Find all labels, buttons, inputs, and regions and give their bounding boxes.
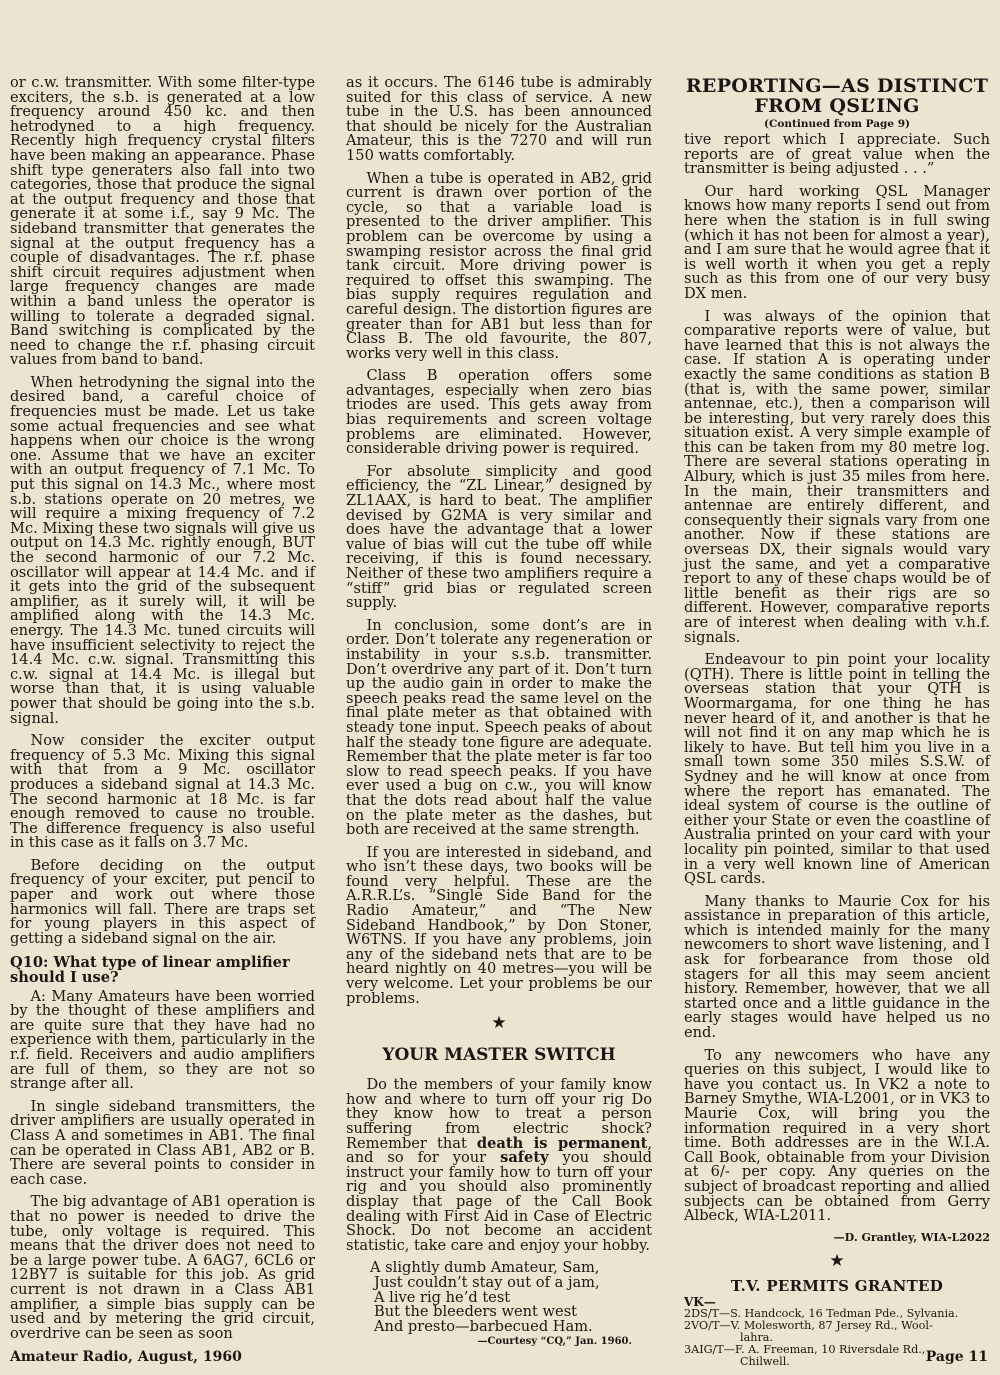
limerick — [370, 1261, 652, 1334]
author-signature: —D. Grantley, WIA-L2022 — [833, 1230, 990, 1244]
paragraph: Our hard working QSL Manager knows how many reports I send out from here when the station is in full swing (which it has not been for almost a year), and I am sure that he would agree that it is well worth it when you get a reply such as this from one of our very busy DX men. — [684, 182, 990, 302]
poem-line: But the bleeders went west — [374, 1303, 578, 1321]
paragraph: For absolute simplicity and good efficiency, the “ZL Linear,” designed by ZL1AAX, is hard to beat. The amplifier devised by G2MA is very similar and does have the advantage that a lower value of bias will cut the tube off while receiving, if this is found necessary. Neither of these two amplifiers require a “stiff” grid bias or regulated screen supply. — [346, 462, 652, 612]
paragraph: Class B operation offers some advantages, especially when zero bias triodes are used. This gets away from bias requirements and screen voltage problems are eliminated. However, considerable driving power is required. — [346, 367, 652, 458]
poem-line: A live rig he’d test — [374, 1288, 511, 1306]
paragraph: If you are interested in sideband, and who isn’t these days, two books will be found very helpful. These are the A.R.R.L’s. “Single Side Band for the Radio Amateur,” and “The New Sideband Handbook,” by Don Stoner, W6TNS. If you have any problems, join any of the sideband nets that are to be heard nightly on 40 metres—you will be very welcome. Let your problems be our problems. — [346, 843, 652, 1007]
paragraph: When hetrodyning the signal into the desired band, a careful choice of frequencies must be made. Let us take some actual frequencies and see what happens when our choice is the wrong one. Assume that we have an exciter with an output frequency of 7.1 Mc. To put this signal on 14.3 Mc., where most s.b. stations operate on 20 metres, we will require a mixing frequency of 7.2 Mc. Mixing these two signals will give us output on 14.3 Mc. rightly enough, BUT the second harmonic of our 7.2 Mc. oscillator will appear at 14.4 Mc. and if it gets into the grid of the subsequent amplifier, as it surely will, it will be amplified along with the 14.3 Mc. energy. The 14.3 Mc. tuned circuits will have insufficient selectivity to reject the 14.4 Mc. c.w. signal. Transmitting this c.w. signal at 14.4 Mc. is illegal but worse than that, it is using valuable power that should be going into the s.b. signal. — [10, 373, 315, 727]
permits-title: T.V. PERMITS GRANTED — [730, 1276, 944, 1295]
question-heading: Q10: What type of linear amplifier should I use? — [10, 954, 290, 987]
paragraph: In single sideband transmitters, the driver amplifiers are usually operated in Class A and sometimes in AB1. The final can be operated in Class AB1, AB2 or B. There are several points to consider in each case. — [10, 1097, 315, 1188]
article-title-line1: REPORTING—AS DISTINCT — [685, 75, 989, 97]
column-1 — [10, 76, 315, 1349]
paragraph: The big advantage of AB1 operation is that no power is needed to drive the tube, only voltage is required. This means that the driver does not need to be a large power tube. A 6AG7, 6CL6 or 12BY7 is suitable for this job. As grid current is not drawn in a Class AB1 amplifier, a simple bias supply can be used and by metering the grid circuit, overdrive can be seen as soon — [10, 1193, 315, 1342]
permits-prefix: VK— — [684, 1294, 716, 1309]
paragraph: tive report which I appreciate. Such reports are of great value when the transmitter is being adjusted . . .” — [684, 131, 990, 178]
paragraph: Endeavour to pin point your locality (QTH). There is little point in telling the overseas station that your QTH is Woormargama, for one thing he has never heard of it, and another is that he will not find it on any map which he is likely to have. But tell him you live in a small town some 350 miles S.S.W. of Sydney and he will know at once from where the report has emanated. The ideal system of course is the outline of either your State or even the coastline of Australia printed on your card with your locality pin pointed, similar to that used in a very well known line of American QSL cards. — [684, 651, 990, 888]
permit-line: 2DS/T—S. Handcock, 16 Tedman Pde., Sylvania. — [684, 1306, 959, 1320]
bold-text: death is permanent — [476, 1134, 648, 1152]
permit-line: 3AIG/T—F. A. Freeman, 10 Riversdale Rd., — [684, 1342, 926, 1356]
paragraph: To any newcomers who have any queries on this subject, I would like to have you contact us. In VK2 a note to Barney Smythe, WIA-L2001, or in VK3 to Maurie Cox, will bring you the information required in a very short time. Both addresses are in the W.I.A. Call Book, obtainable from your Division at 6/- per copy. Any queries on the subject of broadcast reporting and allied subjects can be obtained from Gerry Albeck, WIA-L2011. — [684, 1046, 990, 1225]
paragraph-master-switch — [346, 1078, 652, 1253]
permit-entry — [684, 1320, 990, 1344]
paragraph: I was always of the opinion that comparative reports were of value, but have learned that this is not always the case. If station A is operating under exactly the same conditions as station B (that is, with the same power, similar antennae, etc.), then a comparison will be interesting, but very rarely does this situation exist. A very simple example of this can be taken from my 80 metre log. There are several stations operating in Albury, which is just 35 miles from here. In the main, their transmitters and antennae are entirely different, and consequently their signals vary from one another. Now if these stations are overseas DX, their signals would vary just the same, and yet a comparative report to any of these chaps would be of little benefit as their rigs are so different. However, comparative reports are of interest when dealing with v.h.f. signals. — [684, 307, 990, 646]
paragraph: or c.w. transmitter. With some filter-type exciters, the s.b. is generated at a low frequency around 450 kc. and then hetrodyned to a high frequency. Recently high frequency crystal filters have been making an appearance. Phase shift type generaters also fall into two categories, those that produce the signal at the output frequency and those that generate it at some i.f., say 9 Mc. The sideband transmitter that generates the signal at the output frequency has a couple of disadvantages. The r.f. phase shift circuit requires adjustment when large frequency changes are made within a band unless the operator is willing to tolerate a degraded signal. Band switching is complicated by the need to change the r.f. phasing circuit values from band to band. — [10, 74, 315, 369]
star-divider: ★ — [829, 1250, 845, 1271]
continued-note: (Continued from Page 9) — [764, 118, 910, 130]
paragraph: Many thanks to Maurie Cox for his assistance in preparation of this article, which is intended mainly for the many newcomers to short wave listening, and I ask for forbearance from those old stagers for all this may seem ancient history. Remember, however, that we all started once and a little guidance in the early stages would have helped us no end. — [684, 892, 990, 1042]
paragraph: Now consider the exciter output frequency of 5.3 Mc. Mixing this signal with that from a 9 Mc. oscillator produces a sideband signal at 14.3 Mc. The second harmonic at 18 Mc. is far enough removed to cause no trouble. The difference frequency is also useful in this case as it falls on 3.7 Mc. — [10, 732, 315, 852]
poem-line: A slightly dumb Amateur, Sam, — [370, 1259, 600, 1277]
paragraph: A: Many Amateurs have been worried by the thought of these amplifiers and are quite sure that they have had no experience with them, particularly in the r.f. field. Receivers and audio amplifiers are full of them, so they are not so strange after all. — [10, 987, 315, 1093]
column-3 — [684, 76, 990, 1368]
permit-line-cont: lahra. — [740, 1330, 774, 1344]
poem-credit: —Courtesy “CQ,” Jan. 1960. — [477, 1336, 632, 1348]
section-title-master-switch: YOUR MASTER SWITCH — [382, 1045, 616, 1066]
paragraph: as it occurs. The 6146 tube is admirably suited for this class of service. A new tube in the U.S. has been announced that should be nicely for the Australian Amateur, this is the 7270 and will run 150 watts comfortably. — [346, 74, 652, 164]
paragraph: Before deciding on the output frequency of your exciter, put pencil to paper and work out where those harmonics will fall. There are traps set for young players in this aspect of getting a sideband signal on the air. — [10, 856, 315, 947]
poem-line: Just couldn’t stay out of a jam, — [374, 1273, 600, 1291]
poem-line: And presto—barbecued Ham. — [374, 1317, 593, 1335]
bold-text: safety — [500, 1149, 549, 1167]
text-run: you should instruct your family how to turn off your rig and you should also prominently display that page of the Call Book dealing with First Aid in Case of Electric Shock. Do not become an accident statistic, take care and enjoy your hobby. — [346, 1149, 652, 1254]
star-divider: ★ — [491, 1013, 507, 1034]
footer-page-number: Page 11 — [925, 1349, 988, 1365]
permit-line-cont: Chilwell. — [740, 1354, 790, 1368]
article-title-line2: FROM QSL’ING — [754, 95, 920, 117]
paragraph: When a tube is operated in AB2, grid current is drawn over portion of the cycle, so that a variable load is presented to the driver amplifier. This problem can be overcome by using a swamping resistor across the final grid tank circuit. More driving power is required to offset this swamping. The bias supply requires regulation and careful design. The distortion figures are greater than for AB1 but less than for Class B. The old favourite, the 807, works very well in this class. — [346, 169, 652, 362]
footer-publication: Amateur Radio, August, 1960 — [10, 1349, 242, 1365]
permit-line: 2VO/T—V. Molesworth, 87 Jersey Rd., Wool- — [684, 1318, 933, 1332]
paragraph: In conclusion, some dont’s are in order. Don’t tolerate any regeneration or instability in your s.s.b. transmitter. Don’t overdrive any part of it. Don’t turn up the audio gain in order to make the speech peaks read the same level on the final plate meter as that obtained with steady tone input. Speech peaks of about half the steady tone figure are adequate. Remember that the plate meter is far too slow to read speech peaks. If you have ever used a bug on c.w., you will know that the dots read about half the value on the plate meter as the dashes, but both are received at the same strength. — [346, 616, 652, 839]
text-run: , and so for your — [346, 1134, 652, 1167]
column-2 — [346, 76, 652, 1348]
text-run: Do the members of your family know how and where to turn off your rig Do they know how to treat a person suffering from electric shock? Remember that — [346, 1076, 652, 1152]
